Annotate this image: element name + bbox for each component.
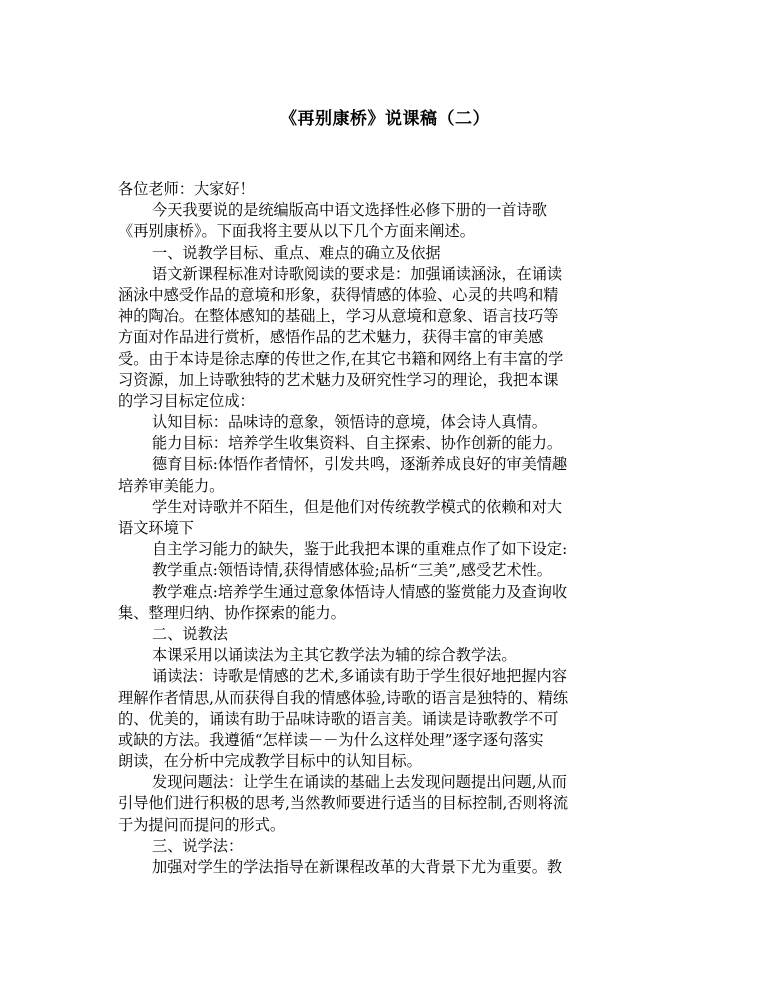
text-line: 本课采用以诵读法为主其它教学法为辅的综合教学法。 (152, 646, 517, 665)
document-title: 《再别康桥》说课稿（二） (280, 109, 490, 129)
text-line: 方面对作品进行赏析，感悟作品的艺术魅力，获得丰富的审美感 (118, 328, 544, 347)
text-line: 朗读，在分析中完成教学目标中的认知目标。 (118, 752, 422, 771)
text-line: 各位老师：大家好！ (118, 180, 255, 198)
text-line: 今天我要说的是统编版高中语文选择性必修下册的一首诗歌 (152, 201, 547, 220)
text-line: 一、说教学目标、重点、难点的确立及依据 (152, 243, 441, 262)
text-line: 发现问题法：让学生在诵读的基础上去发现问题提出问题,从而 (152, 773, 567, 792)
text-line: 或缺的方法。我遵循“怎样读－－为什么这样处理”逐字逐句落实 (118, 730, 544, 749)
text-line: 集、整理归纳、协作探索的能力。 (118, 603, 346, 622)
text-line: 于为提问而提问的形式。 (118, 815, 286, 834)
text-line: 习资源，加上诗歌独特的艺术魅力及研究性学习的理论，我把本课 (118, 370, 559, 389)
text-line: 的、优美的，诵读有助于品味诗歌的语言美。诵读是诗歌教学不可 (118, 709, 559, 728)
text-line: 加强对学生的学法指导在新课程改革的大背景下尤为重要。教 (152, 858, 563, 876)
text-line: 三、说学法： (152, 836, 244, 855)
text-line: 教学重点:领悟诗情,获得情感体验;品析“三美”,感受艺术性。 (152, 561, 552, 580)
text-line: 引导他们进行积极的思考,当然教师要进行适当的目标控制,否则将流 (118, 794, 569, 813)
text-line: 自主学习能力的缺失，鉴于此我把本课的重难点作了如下设定: (152, 540, 568, 559)
text-line: 神的陶冶。在整体感知的基础上，学习从意境和意象、语言技巧等 (118, 307, 559, 326)
text-line: 《再别康桥》。下面我将主要从以下几个方面来阐述。 (118, 222, 475, 241)
text-line: 涵泳中感受作品的意境和形象，获得情感的体验、心灵的共鸣和精 (118, 285, 559, 304)
text-line: 语文环境下 (118, 519, 194, 537)
text-line: 德育目标:体悟作者情怀，引发共鸣，逐渐养成良好的审美情趣 (152, 455, 568, 474)
text-line: 的学习目标定位成： (118, 391, 255, 410)
text-line: 诵读法：诗歌是情感的艺术,多诵读有助于学生很好地把握内容 (152, 667, 567, 686)
text-line: 能力目标：培养学生收集资料、自主探索、协作创新的能力。 (152, 434, 563, 453)
text-line: 培养审美能力。 (118, 476, 225, 495)
text-line: 二、说教法 (152, 624, 228, 643)
text-line: 受。由于本诗是徐志摩的传世之作,在其它书籍和网络上有丰富的学 (118, 349, 564, 368)
text-line: 学生对诗歌并不陌生，但是他们对传统教学模式的依赖和对大 (152, 497, 563, 516)
text-line: 认知目标：品味诗的意象，领悟诗的意境，体会诗人真情。 (152, 413, 547, 432)
text-line: 理解作者情思,从而获得自我的情感体验,诗歌的语言是独特的、精练 (118, 688, 569, 707)
document-body (118, 179, 658, 878)
text-line: 语文新课程标准对诗歌阅读的要求是：加强诵读涵泳，在诵读 (152, 264, 563, 283)
text-line: 教学难点:培养学生通过意象体悟诗人情感的鉴赏能力及查询收 (152, 582, 568, 601)
